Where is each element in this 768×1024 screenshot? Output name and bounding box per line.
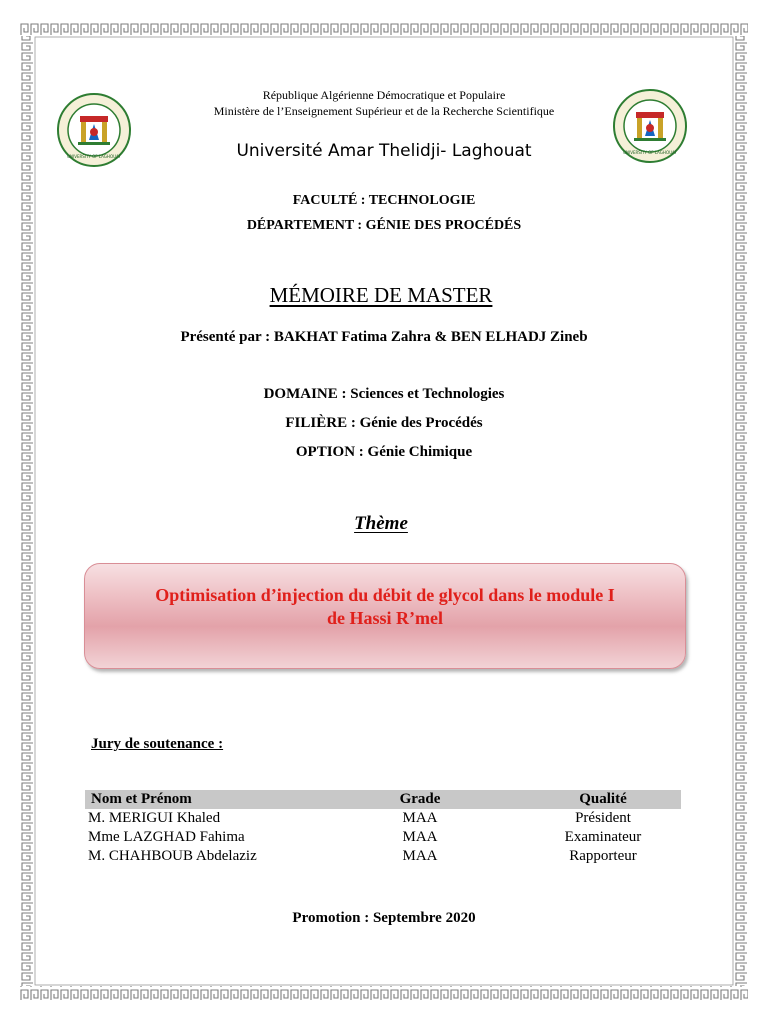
- filiere: FILIÈRE : Génie des Procédés: [285, 415, 483, 431]
- table-row: [85, 847, 681, 866]
- theme-title-line2: de Hassi R’mel: [327, 608, 443, 628]
- jury-grade: MAA: [402, 848, 438, 864]
- promotion: Promotion : Septembre 2020: [292, 910, 476, 926]
- logo-caption: UNIVERSITY OF LAGHOUAT: [67, 154, 121, 159]
- theme-title-line1: Optimisation d’injection du débit de glycol dans le module I: [155, 585, 615, 605]
- jury-grade: MAA: [402, 829, 438, 845]
- jury-grade: MAA: [402, 810, 438, 826]
- jury-name: M. MERIGUI Khaled: [88, 810, 221, 826]
- logo-caption: UNIVERSITY OF LAGHOUAT: [623, 150, 677, 155]
- col-header-grade: Grade: [355, 790, 525, 809]
- jury-qualite: Président: [575, 810, 631, 826]
- jury-qualite: Examinateur: [564, 829, 642, 845]
- presented-by: Présenté par : BAKHAT Fatima Zahra & BEN ELHADJ Zineb: [180, 329, 588, 345]
- jury-label: [91, 735, 229, 754]
- jury-qualite: Rapporteur: [569, 848, 637, 864]
- doc-type-text: MÉMOIRE DE MASTER: [269, 283, 493, 307]
- theme-label: [0, 512, 768, 536]
- jury-name: Mme LAZGHAD Fahima: [88, 829, 245, 845]
- ministry-line: Ministère de l’Enseignement Supérieur et de la Recherche Scientifique: [213, 104, 555, 118]
- table-row: [85, 828, 681, 847]
- university-name: Université Amar Thelidji- Laghouat: [236, 141, 532, 161]
- jury-table-header: [85, 790, 681, 809]
- table-row: [85, 809, 681, 828]
- republic-line: République Algérienne Démocratique et Populaire: [262, 88, 506, 102]
- theme-label-text: Thème: [354, 513, 408, 534]
- faculty: FACULTÉ : TECHNOLOGIE: [292, 193, 476, 208]
- theme-title: [85, 584, 685, 630]
- doc-type-title: [0, 282, 768, 308]
- col-header-name: Nom et Prénom: [85, 790, 355, 809]
- jury-name: M. CHAHBOUB Abdelaziz: [88, 848, 257, 864]
- jury-label-text: Jury de soutenance :: [91, 736, 224, 752]
- option: OPTION : Génie Chimique: [295, 444, 473, 460]
- domaine: DOMAINE : Sciences et Technologies: [263, 386, 505, 402]
- jury-table: [85, 790, 681, 866]
- theme-box: [84, 563, 686, 669]
- col-header-qualite: Qualité: [525, 790, 681, 809]
- department: DÉPARTEMENT : GÉNIE DES PROCÉDÉS: [246, 218, 522, 233]
